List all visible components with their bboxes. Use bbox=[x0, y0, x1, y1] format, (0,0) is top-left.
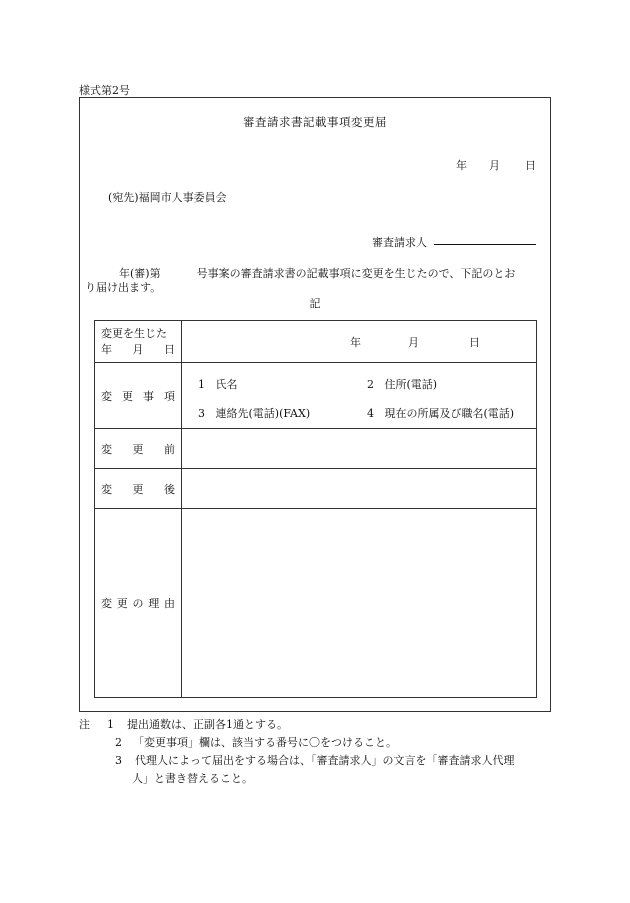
applicant-signature-line[interactable] bbox=[434, 244, 536, 245]
case-year-text: 年(審)第 bbox=[119, 267, 161, 280]
note-3: 3 代理人によって届出をする場合は、「審査請求人」の文言を「審査請求人代理 bbox=[115, 754, 515, 767]
label-change-reason: 変 更 の 理 由 bbox=[95, 509, 182, 698]
label-after-change: 変 更 後 bbox=[95, 469, 182, 509]
item-1[interactable]: 1 氏名 bbox=[198, 377, 238, 391]
note-3-continued: 人」と書き替えること。 bbox=[132, 772, 253, 785]
row-after-change bbox=[95, 469, 537, 509]
item-2[interactable]: 2 住所(電話) bbox=[367, 377, 438, 391]
row-change-items bbox=[95, 363, 537, 429]
document-title: 審査請求書記載事項変更届 bbox=[243, 115, 387, 129]
row-change-reason bbox=[95, 509, 537, 698]
item-3[interactable]: 3 連絡先(電話)(FAX) bbox=[198, 406, 311, 420]
form-number: 様式第2号 bbox=[79, 84, 130, 97]
case-number-text: 号事案の審査請求書の記載事項に変更を生じたので、下記のとお bbox=[196, 267, 516, 280]
note-1: 注 1 提出通数は、正副各1通とする。 bbox=[79, 718, 288, 731]
change-date-month: 月 bbox=[408, 335, 419, 349]
label-change-items: 変 更 事 項 bbox=[95, 363, 182, 429]
item-4[interactable]: 4 現在の所属及び職名(電話) bbox=[367, 406, 515, 420]
label-change-date bbox=[95, 321, 182, 363]
change-reason-cell[interactable] bbox=[182, 509, 537, 698]
before-change-cell[interactable] bbox=[182, 429, 537, 469]
after-change-cell[interactable] bbox=[182, 469, 537, 509]
ki-heading: 記 bbox=[309, 297, 321, 310]
change-date-year: 年 bbox=[350, 335, 361, 349]
label-change-date-line2: 年 月 日 bbox=[101, 342, 175, 356]
change-date-day: 日 bbox=[469, 335, 480, 349]
row-before-change bbox=[95, 429, 537, 469]
change-table bbox=[94, 320, 537, 698]
header-date-year: 年 bbox=[456, 159, 467, 172]
change-date-cell[interactable] bbox=[182, 321, 537, 363]
row-change-date bbox=[95, 321, 537, 363]
label-change-date-line1: 変更を生じた bbox=[101, 326, 167, 340]
header-date-month: 月 bbox=[489, 159, 500, 172]
addressee: (宛先)福岡市人事委員会 bbox=[108, 191, 227, 204]
applicant-label: 審査請求人 bbox=[372, 236, 427, 249]
notes bbox=[79, 716, 515, 788]
header-date-day: 日 bbox=[525, 159, 536, 172]
body-text-line2: り届け出ます。 bbox=[85, 281, 162, 294]
note-2: 2 「変更事項」欄は、該当する番号に〇をつけること。 bbox=[115, 736, 397, 749]
label-before-change: 変 更 前 bbox=[95, 429, 182, 469]
notes-prefix: 注 bbox=[79, 718, 90, 731]
change-items-cell bbox=[182, 363, 537, 429]
